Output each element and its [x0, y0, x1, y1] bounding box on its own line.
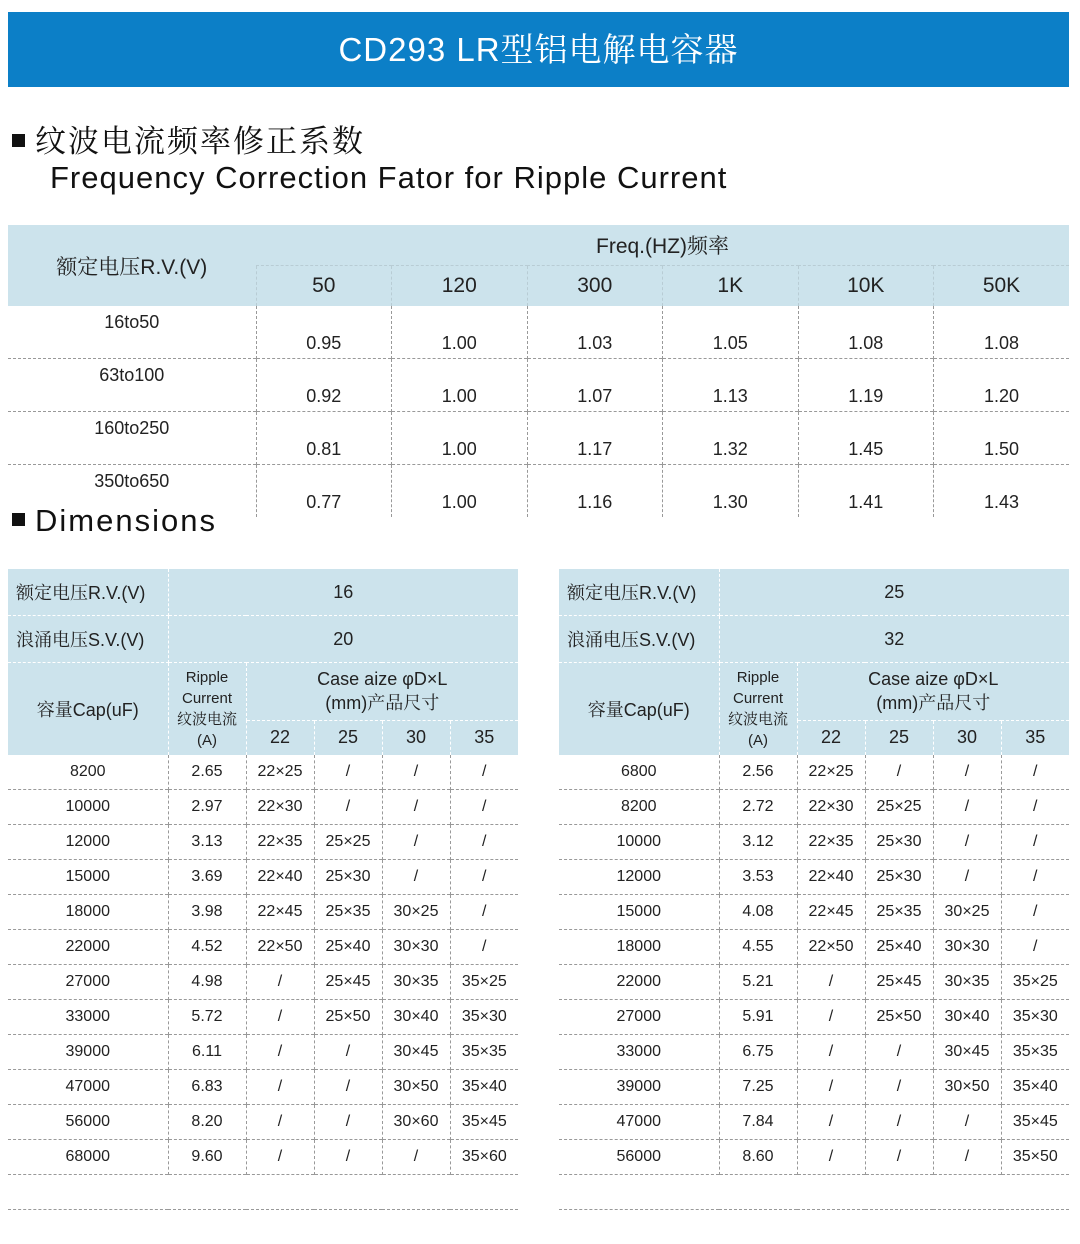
case-size-cell: / — [1001, 825, 1069, 860]
case-size-cell: / — [865, 1035, 933, 1070]
capacitance-cell: 22000 — [559, 965, 719, 1000]
table-row — [8, 1035, 518, 1070]
ripple-current-cell: 7.25 — [719, 1070, 797, 1105]
freq-col-header: 50K — [934, 266, 1070, 307]
empty-cell — [168, 1175, 246, 1210]
case-size-cell: 22×35 — [797, 825, 865, 860]
correction-factor-cell: 1.16 — [527, 465, 663, 518]
diameter-col-header: 35 — [450, 720, 518, 755]
case-size-cell: 25×35 — [314, 895, 382, 930]
case-size-cell: 30×40 — [933, 1000, 1001, 1035]
ripple-current-cell: 3.98 — [168, 895, 246, 930]
case-size-cell: / — [314, 1140, 382, 1175]
empty-cell — [797, 1175, 865, 1210]
dimensions-table-25v — [559, 569, 1069, 1210]
ripple-current-header: Ripple Current 纹波电流 (A) — [168, 663, 246, 756]
case-size-cell: 35×35 — [1001, 1035, 1069, 1070]
case-size-cell: / — [1001, 895, 1069, 930]
case-size-cell: 35×25 — [1001, 965, 1069, 1000]
case-size-cell: / — [1001, 930, 1069, 965]
empty-cell — [246, 1175, 314, 1210]
case-size-cell: 25×35 — [865, 895, 933, 930]
correction-factor-cell: 1.32 — [663, 412, 799, 465]
case-size-cell: 30×40 — [382, 1000, 450, 1035]
correction-factor-cell: 1.00 — [392, 412, 528, 465]
ripple-current-cell: 5.21 — [719, 965, 797, 1000]
ripple-current-cell: 6.75 — [719, 1035, 797, 1070]
case-size-cell: 22×50 — [797, 930, 865, 965]
table-row — [559, 1105, 1069, 1140]
case-size-cell: / — [246, 1140, 314, 1175]
capacitance-cell: 68000 — [8, 1140, 168, 1175]
ripple-current-cell: 4.08 — [719, 895, 797, 930]
table-row — [8, 895, 518, 930]
table-row — [8, 825, 518, 860]
diameter-col-header: 30 — [382, 720, 450, 755]
empty-cell — [933, 1175, 1001, 1210]
rated-voltage-label: 额定电压R.V.(V) — [8, 569, 168, 616]
case-size-cell: / — [865, 1105, 933, 1140]
case-size-cell: / — [1001, 755, 1069, 790]
frequency-correction-table — [8, 225, 1069, 517]
ripple-section-title-cn: 纹波电流频率修正系数 — [35, 124, 365, 159]
case-size-cell: / — [797, 1105, 865, 1140]
case-size-cell: 30×45 — [382, 1035, 450, 1070]
case-size-cell: / — [933, 755, 1001, 790]
empty-row — [559, 1175, 1069, 1210]
empty-cell — [865, 1175, 933, 1210]
freq-col-header: 1K — [663, 266, 799, 307]
case-size-cell: 35×45 — [1001, 1105, 1069, 1140]
capacitance-header: 容量Cap(uF) — [8, 663, 168, 756]
case-size-cell: / — [1001, 860, 1069, 895]
table-row — [8, 306, 1069, 359]
case-size-cell: 35×30 — [1001, 1000, 1069, 1035]
case-size-cell: / — [933, 1105, 1001, 1140]
table-row — [8, 359, 1069, 412]
correction-factor-cell: 1.03 — [527, 306, 663, 359]
surge-voltage-label: 浪涌电压S.V.(V) — [559, 616, 719, 663]
ripple-current-cell: 2.72 — [719, 790, 797, 825]
case-size-cell: 30×30 — [933, 930, 1001, 965]
ripple-current-cell: 5.91 — [719, 1000, 797, 1035]
case-size-cell: / — [450, 860, 518, 895]
capacitance-cell: 47000 — [8, 1070, 168, 1105]
case-size-cell: 35×35 — [450, 1035, 518, 1070]
capacitance-cell: 6800 — [620, 763, 657, 780]
rated-voltage-value: 25 — [719, 569, 1069, 616]
correction-factor-cell: 1.17 — [527, 412, 663, 465]
case-size-cell: / — [314, 755, 382, 790]
rated-voltage-label: 额定电压R.V.(V) — [559, 569, 719, 616]
case-size-cell: 30×50 — [382, 1070, 450, 1105]
table-row — [8, 412, 1069, 465]
case-size-cell: 25×50 — [865, 1000, 933, 1035]
table-row — [559, 1035, 1069, 1070]
table-row — [8, 930, 518, 965]
empty-cell — [450, 1175, 518, 1210]
capacitance-cell: 12000 — [559, 860, 719, 895]
case-size-cell: / — [382, 825, 450, 860]
correction-factor-cell: 1.00 — [392, 465, 528, 518]
page-title-banner — [8, 12, 1069, 87]
empty-cell — [314, 1175, 382, 1210]
freq-col-header: 50 — [256, 266, 392, 307]
ripple-current-cell: 4.52 — [168, 930, 246, 965]
capacitance-cell: 39000 — [559, 1070, 719, 1105]
correction-factor-cell: 0.95 — [256, 306, 392, 359]
capacitance-cell: 8200 — [69, 763, 106, 780]
correction-factor-cell: 1.00 — [392, 359, 528, 412]
case-size-cell: 30×25 — [933, 895, 1001, 930]
table-row — [8, 755, 518, 790]
case-size-cell: / — [382, 790, 450, 825]
case-size-cell: 30×50 — [933, 1070, 1001, 1105]
correction-factor-cell: 0.81 — [256, 412, 392, 465]
diameter-col-header: 22 — [246, 720, 314, 755]
empty-cell — [382, 1175, 450, 1210]
ripple-current-cell: 6.83 — [168, 1070, 246, 1105]
ripple-current-cell: 3.13 — [168, 825, 246, 860]
capacitance-header: 容量Cap(uF) — [559, 663, 719, 756]
empty-cell — [8, 1175, 168, 1210]
case-size-cell: 22×45 — [797, 895, 865, 930]
capacitance-cell: 33000 — [8, 1000, 168, 1035]
rated-voltage-value: 16 — [168, 569, 518, 616]
ripple-current-cell: 2.97 — [168, 790, 246, 825]
correction-factor-cell: 1.08 — [798, 306, 934, 359]
case-size-cell: 30×25 — [382, 895, 450, 930]
table-row — [8, 860, 518, 895]
table-row — [559, 1140, 1069, 1175]
case-size-cell: / — [933, 825, 1001, 860]
case-size-cell: / — [797, 1140, 865, 1175]
case-size-cell: / — [865, 755, 933, 790]
case-size-cell: / — [797, 1000, 865, 1035]
table-row — [559, 1000, 1069, 1035]
case-size-cell: 35×45 — [450, 1105, 518, 1140]
case-size-cell: 22×35 — [246, 825, 314, 860]
case-size-cell: / — [246, 1105, 314, 1140]
case-size-cell: / — [797, 1035, 865, 1070]
case-size-cell: / — [314, 1070, 382, 1105]
correction-factor-cell: 0.77 — [256, 465, 392, 518]
ripple-section-heading — [12, 116, 365, 161]
surge-voltage-value: 20 — [168, 616, 518, 663]
frequency-header: Freq.(HZ)频率 — [256, 225, 1069, 266]
table-row — [559, 930, 1069, 965]
case-size-cell: 22×40 — [246, 860, 314, 895]
ripple-current-cell: 5.72 — [168, 1000, 246, 1035]
case-size-header: Case aize φD×L (mm)产品尺寸 — [246, 663, 518, 721]
case-size-cell: / — [450, 755, 518, 790]
case-size-cell: / — [1001, 790, 1069, 825]
ripple-current-cell: 6.11 — [168, 1035, 246, 1070]
capacitance-cell: 15000 — [559, 895, 719, 930]
ripple-current-cell: 4.98 — [168, 965, 246, 1000]
correction-factor-cell: 1.05 — [663, 306, 799, 359]
case-size-cell: 22×30 — [246, 790, 314, 825]
page-title: CD293 LR型铝电解电容器 — [338, 31, 739, 68]
case-size-cell: 35×60 — [450, 1140, 518, 1175]
case-size-cell: / — [314, 1035, 382, 1070]
ripple-current-cell: 3.12 — [719, 825, 797, 860]
case-size-cell: / — [865, 1140, 933, 1175]
diameter-col-header: 35 — [1001, 720, 1069, 755]
case-size-cell: / — [450, 895, 518, 930]
diameter-col-header: 25 — [314, 720, 382, 755]
freq-col-header: 300 — [527, 266, 663, 307]
case-size-cell: 30×30 — [382, 930, 450, 965]
correction-factor-cell: 1.07 — [527, 359, 663, 412]
capacitance-cell: 27000 — [559, 1000, 719, 1035]
table-row — [8, 1000, 518, 1035]
ripple-current-cell: 8.60 — [719, 1140, 797, 1175]
ripple-current-cell: 2.65 — [168, 755, 246, 790]
case-size-cell: / — [450, 930, 518, 965]
table-row — [559, 1070, 1069, 1105]
correction-factor-cell: 1.50 — [934, 412, 1070, 465]
case-size-cell: / — [865, 1070, 933, 1105]
capacitance-cell: 10000 — [559, 825, 719, 860]
case-size-cell: 35×40 — [450, 1070, 518, 1105]
capacitance-cell: 33000 — [559, 1035, 719, 1070]
dimensions-section-heading — [12, 503, 217, 539]
capacitance-cell: 18000 — [8, 895, 168, 930]
case-size-cell: / — [246, 1035, 314, 1070]
table-row — [559, 755, 1069, 790]
freq-col-header: 120 — [392, 266, 528, 307]
correction-factor-cell: 1.19 — [798, 359, 934, 412]
capacitance-cell: 12000 — [8, 825, 168, 860]
table-row — [8, 1140, 518, 1175]
dimensions-section-title: Dimensions — [35, 503, 217, 538]
correction-factor-cell: 1.43 — [934, 465, 1070, 518]
rated-voltage-cell: 160to250 — [8, 412, 256, 465]
case-size-cell: / — [314, 1105, 382, 1140]
case-size-cell: 35×30 — [450, 1000, 518, 1035]
case-size-cell: / — [797, 965, 865, 1000]
ripple-current-cell: 4.55 — [719, 930, 797, 965]
case-size-cell: / — [314, 790, 382, 825]
ripple-section-title-en: Frequency Correction Fator for Ripple Current — [50, 160, 728, 195]
case-size-cell: 25×30 — [865, 825, 933, 860]
case-size-cell: 25×50 — [314, 1000, 382, 1035]
rated-voltage-cell: 63to100 — [8, 359, 256, 412]
case-size-cell: 25×30 — [865, 860, 933, 895]
correction-factor-cell: 1.08 — [934, 306, 1070, 359]
case-size-cell: 25×30 — [314, 860, 382, 895]
case-size-cell: / — [382, 860, 450, 895]
case-size-cell: 25×45 — [314, 965, 382, 1000]
capacitance-cell: 10000 — [8, 790, 168, 825]
case-size-cell: / — [382, 1140, 450, 1175]
case-size-cell: 30×35 — [933, 965, 1001, 1000]
square-bullet-icon — [12, 134, 25, 147]
capacitance-cell: 8200 — [559, 790, 719, 825]
diameter-col-header: 22 — [797, 720, 865, 755]
capacitance-cell: 27000 — [8, 965, 168, 1000]
empty-cell — [559, 1175, 719, 1210]
table-row — [8, 790, 518, 825]
diameter-col-header: 30 — [933, 720, 1001, 755]
ripple-current-cell: 8.20 — [168, 1105, 246, 1140]
case-size-cell: / — [450, 790, 518, 825]
case-size-cell: 22×40 — [797, 860, 865, 895]
case-size-cell: 30×35 — [382, 965, 450, 1000]
correction-factor-cell: 1.45 — [798, 412, 934, 465]
case-size-cell: 25×40 — [865, 930, 933, 965]
correction-factor-cell: 1.41 — [798, 465, 934, 518]
table-row — [559, 860, 1069, 895]
dimensions-table-16v — [8, 569, 518, 1210]
case-size-cell: / — [382, 755, 450, 790]
rated-voltage-cell: 16to50 — [104, 312, 160, 332]
case-size-cell: 22×25 — [797, 755, 865, 790]
correction-factor-cell: 1.30 — [663, 465, 799, 518]
surge-voltage-value: 32 — [719, 616, 1069, 663]
table-row — [559, 965, 1069, 1000]
freq-col-header: 10K — [798, 266, 934, 307]
case-size-cell: / — [933, 860, 1001, 895]
capacitance-cell: 22000 — [8, 930, 168, 965]
case-size-cell: 25×25 — [865, 790, 933, 825]
capacitance-cell: 56000 — [559, 1140, 719, 1175]
correction-factor-cell: 1.00 — [392, 306, 528, 359]
square-bullet-icon — [12, 513, 25, 526]
correction-factor-cell: 1.20 — [934, 359, 1070, 412]
ripple-current-cell: 7.84 — [719, 1105, 797, 1140]
case-size-cell: 22×25 — [246, 755, 314, 790]
case-size-cell: 35×25 — [450, 965, 518, 1000]
case-size-cell: 25×25 — [314, 825, 382, 860]
capacitance-cell: 47000 — [559, 1105, 719, 1140]
case-size-cell: 22×50 — [246, 930, 314, 965]
case-size-cell: 35×40 — [1001, 1070, 1069, 1105]
ripple-current-cell: 2.56 — [719, 755, 797, 790]
empty-cell — [719, 1175, 797, 1210]
case-size-cell: 30×60 — [382, 1105, 450, 1140]
table-row — [559, 895, 1069, 930]
case-size-header: Case aize φD×L (mm)产品尺寸 — [797, 663, 1069, 721]
case-size-cell: / — [246, 965, 314, 1000]
ripple-current-cell: 3.69 — [168, 860, 246, 895]
case-size-cell: 22×45 — [246, 895, 314, 930]
case-size-cell: / — [246, 1000, 314, 1035]
case-size-cell: / — [933, 1140, 1001, 1175]
table-row — [8, 965, 518, 1000]
table-row — [559, 790, 1069, 825]
case-size-cell: / — [450, 825, 518, 860]
rated-voltage-header: 额定电压R.V.(V) — [8, 225, 256, 306]
ripple-current-cell: 3.53 — [719, 860, 797, 895]
case-size-cell: 35×50 — [1001, 1140, 1069, 1175]
empty-row — [8, 1175, 518, 1210]
case-size-cell: 22×30 — [797, 790, 865, 825]
capacitance-cell: 39000 — [8, 1035, 168, 1070]
capacitance-cell: 56000 — [8, 1105, 168, 1140]
rated-voltage-cell: 350to650 — [8, 465, 256, 518]
case-size-cell: 30×45 — [933, 1035, 1001, 1070]
table-row — [559, 825, 1069, 860]
capacitance-cell: 18000 — [559, 930, 719, 965]
table-row — [8, 1105, 518, 1140]
table-row — [8, 1070, 518, 1105]
case-size-cell: / — [246, 1070, 314, 1105]
case-size-cell: / — [933, 790, 1001, 825]
capacitance-cell: 15000 — [8, 860, 168, 895]
ripple-current-cell: 9.60 — [168, 1140, 246, 1175]
case-size-cell: 25×40 — [314, 930, 382, 965]
correction-factor-cell: 1.13 — [663, 359, 799, 412]
correction-factor-cell: 0.92 — [256, 359, 392, 412]
empty-cell — [1001, 1175, 1069, 1210]
surge-voltage-label: 浪涌电压S.V.(V) — [8, 616, 168, 663]
diameter-col-header: 25 — [865, 720, 933, 755]
case-size-cell: 25×45 — [865, 965, 933, 1000]
case-size-cell: / — [797, 1070, 865, 1105]
ripple-current-header: Ripple Current 纹波电流 (A) — [719, 663, 797, 756]
